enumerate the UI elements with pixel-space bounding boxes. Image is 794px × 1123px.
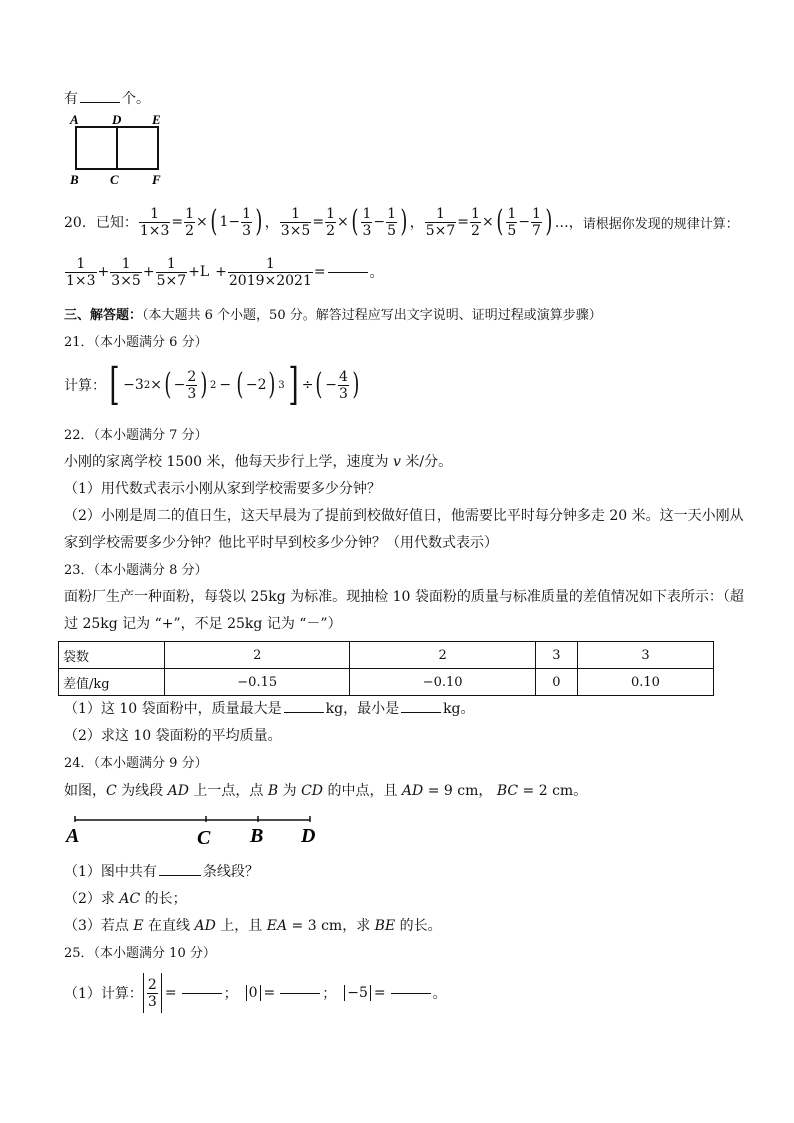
label-b: B — [70, 172, 79, 187]
q25-blank-3[interactable] — [391, 992, 431, 994]
table-row-label: 差值/kg — [59, 669, 165, 696]
table-cell: 3 — [535, 642, 577, 669]
frac-1-1x3: $\frac{1}{1\times 3}$ — [139, 205, 170, 239]
table-cell: 3 — [577, 642, 713, 669]
q20-answer-blank[interactable] — [328, 271, 368, 273]
q23-header: 23．（本小题满分 8 分） — [64, 563, 208, 578]
label-c: C — [110, 172, 119, 187]
q23-max-blank[interactable] — [284, 711, 324, 713]
q24-line-figure — [64, 808, 334, 852]
q24-part-1: （1）图中共有 条线段？ — [64, 864, 259, 880]
q22-header: 22．（本小题满分 7 分） — [64, 428, 208, 443]
q20-sum: $\frac{1}{1\times 3}$ + $\frac{1}{3\times 5}$ + $\frac{1}{5\times 7}$ + L + $\frac{1}{2019\times 2021}$ = 。 — [66, 255, 384, 289]
q22-part-1: （1）用代数式表示小刚从家到学校需要多少分钟？ — [64, 481, 381, 497]
table-row-label: 袋数 — [59, 642, 165, 669]
q20-instruction: 请根据你发现的规律计算： — [582, 216, 739, 232]
point-c-label: C — [197, 827, 211, 849]
q25-blank-1[interactable] — [182, 992, 222, 994]
q25-header: 25．（本小题满分 10 分） — [64, 946, 216, 961]
q23-min-blank[interactable] — [401, 711, 441, 713]
q22-part-2-line-1: （2）小刚是周二的值日生，这天早晨为了提前到校做好值日，他需要比平时每分钟多走 20 米。这一天小刚从 — [64, 508, 744, 524]
q19-prefix: 有 — [64, 91, 78, 107]
q23-table — [58, 641, 714, 696]
table-cell: 0.10 — [577, 669, 713, 696]
q24-part-3: （3）若点 E 在直线 AD 上，且 EA = 3 cm，求 BE 的长。 — [64, 918, 442, 934]
q24-part-2: （2）求 AC 的长； — [64, 891, 187, 907]
label-d: D — [112, 112, 122, 127]
abs-0: 0 — [246, 985, 261, 1001]
label-a: A — [70, 112, 79, 127]
table-row-difference — [59, 669, 714, 696]
q22-part-2-line-2: 家到学校需要多少分钟？他比平时早到校多少分钟？（用代数式表示） — [64, 535, 498, 551]
frac-1-3: $\frac{1}{3}$ — [242, 205, 252, 239]
frac-1-3x5: $\frac{1}{3\times 5}$ — [280, 205, 311, 239]
label-f: F — [152, 172, 161, 187]
section-3-heading — [64, 304, 602, 323]
q25-part-1: （1）计算： $\frac{2}{3}$ = ； 0 = ； −5 = 。 — [64, 970, 447, 1016]
q21-label: 计算： — [64, 378, 106, 394]
q23-part-1: （1）这 10 袋面粉中，质量最大是 kg，最小是 kg。 — [64, 701, 475, 717]
section-3-note: （本大题共 6 个小题，50 分。解答过程应写出文字说明、证明过程或演算步骤） — [142, 308, 602, 323]
frac-last: $\frac{1}{2019\times 2021}$ — [228, 255, 312, 289]
label-e: E — [152, 112, 161, 127]
frac-1-2: $\frac{1}{2}$ — [185, 205, 195, 239]
q20-given: 20．已知： $\frac{1}{1\times 3}$ = $\frac{1}{2}$ × ( 1 − $\frac{1}{3}$ ) ， $\frac{1}{3\times 5}$ = $\frac{1}{2}$ × ( $\frac{1}{3}$ − $\frac{1}{5}$ ) ， $\frac{1}{5\times 7}$ = $\frac{1}{2}$ × ( $\frac{1}{5}$ − $\frac{1}{7}$ ) …， 请根据你发现的规律计算： — [64, 204, 739, 239]
abs-2-3: $\frac{2}{3}$ — [143, 973, 162, 1013]
q21-expression: 计算： [ −3 2 × ( − $\frac{2}{3}$ ) 2 − ( −2 ) 3 ] ÷ ( − $\frac{4}{3}$ ) — [64, 359, 360, 410]
q23-part-2: （2）求这 10 袋面粉的平均质量。 — [64, 728, 282, 744]
point-a-label: A — [66, 825, 80, 847]
q21-header: 21．（本小题满分 6 分） — [64, 335, 208, 350]
frac-1-5x7: $\frac{1}{5\times 7}$ — [425, 205, 456, 239]
q19-suffix: 个。 — [122, 91, 150, 107]
table-row-count — [59, 642, 714, 669]
q25-blank-2[interactable] — [280, 992, 320, 994]
q24-header: 24．（本小题满分 9 分） — [64, 756, 208, 771]
q24-segments-blank[interactable] — [159, 874, 201, 876]
section-3-title: 三、解答题： — [64, 308, 143, 323]
table-cell: 2 — [350, 642, 535, 669]
table-cell: 2 — [165, 642, 350, 669]
point-d-label: D — [301, 825, 316, 847]
q24-intro: 如图，C 为线段 AD 上一点，点 B 为 CD 的中点，且 AD = 9 cm， BC = 2 cm。 — [64, 783, 588, 799]
q19-answer-blank[interactable] — [80, 101, 120, 103]
q19-line — [64, 88, 150, 108]
q20-number: 20．已知： — [64, 215, 138, 231]
table-cell: 0 — [535, 669, 577, 696]
q22-intro: 小刚的家离学校 1500 米，他每天步行上学，速度为 v 米/分。 — [64, 454, 453, 470]
table-cell: −0.10 — [350, 669, 535, 696]
q23-intro-line-2: 过 25kg 记为 “+”，不足 25kg 记为 “－”） — [64, 616, 342, 632]
point-b-label: B — [250, 825, 264, 847]
q19-rectangle-figure — [66, 112, 170, 188]
abs-neg5: −5 — [344, 985, 371, 1001]
table-cell: −0.15 — [165, 669, 350, 696]
q23-intro-line-1: 面粉厂生产一种面粉，每袋以 25kg 为标准。现抽检 10 袋面粉的质量与标准质量的差值情况如下表所示：（超 — [64, 589, 744, 605]
